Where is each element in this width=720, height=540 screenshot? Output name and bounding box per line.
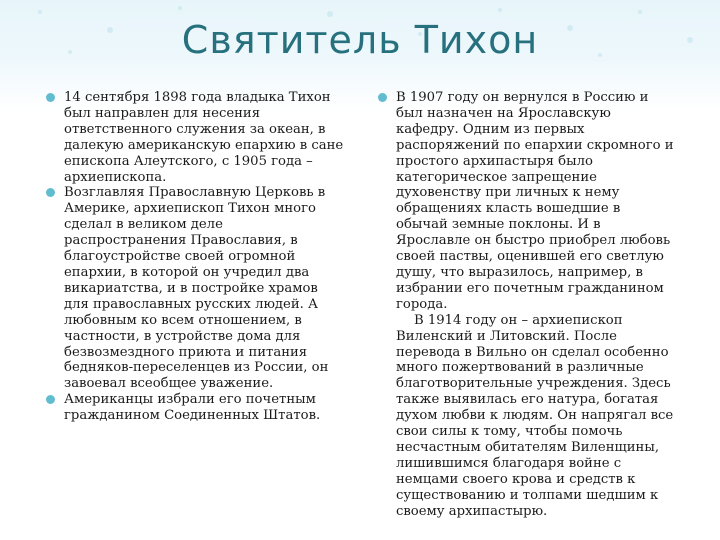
list-item-text: 14 сентября 1898 года владыка Тихон был направлен для несения ответственного служения за океан, в далекую американскую епархию в сане епископа Алеутского, с 1905 года – архиепископа. — [64, 90, 344, 185]
bullet-icon — [46, 188, 55, 197]
bullet-icon — [46, 93, 55, 102]
list-item — [376, 90, 676, 519]
left-column — [44, 90, 344, 424]
right-bullet-list — [376, 90, 676, 519]
list-item — [44, 90, 344, 185]
list-item-continuation: В 1914 году он – архиепископ Виленский и Литовский. После перевода в Вильно он сделал особенно много пожертвований в различные благотворительные учреждения. Здесь также выявилась его натура, богатая духом любви к людям. Он напрягал все свои силы к тому, чтобы помочь несчастным обитателям Виленщины, лишившимся благодаря войне с немцами своего крова и средств к существованию и толпами шедшим к своему архипастырю. — [396, 312, 674, 519]
left-bullet-list — [44, 90, 344, 424]
bullet-icon — [378, 93, 387, 102]
list-item — [44, 392, 344, 424]
list-item-text: В 1907 году он вернулся в Россию и был назначен на Ярославскую кафедру. Одним из первых распоряжений по епархии скромного и простого архипастыря было категорическое запрещение духовенству при личных к нему обращениях класть вошедшие в обычай земные поклоны. И в Ярославле он быстро приобрел любовь своей паствы, оценившей его светлую душу, что выразилось, например, в избрании его почетным гражданином города. — [396, 90, 674, 312]
bullet-icon — [46, 395, 55, 404]
right-column — [376, 90, 676, 519]
list-item — [44, 185, 344, 392]
list-item-text: Американцы избрали его почетным гражданином Соединенных Штатов. — [64, 392, 321, 424]
page-title: Святитель Тихон — [181, 18, 539, 62]
list-item-text: Возглавляя Православную Церковь в Америке, архиепископ Тихон много сделал в великом деле распространения Православия, в благоустройстве своей огромной епархии, в которой он учредил два викариатства, и в постройке храмов для православных русских людей. А любовным ко всем отношением, в частности, в устройстве дома для безвозмездного приюта и питания бедняков-переселенцев из России, он завоевал всеобщее уважение. — [64, 185, 329, 392]
